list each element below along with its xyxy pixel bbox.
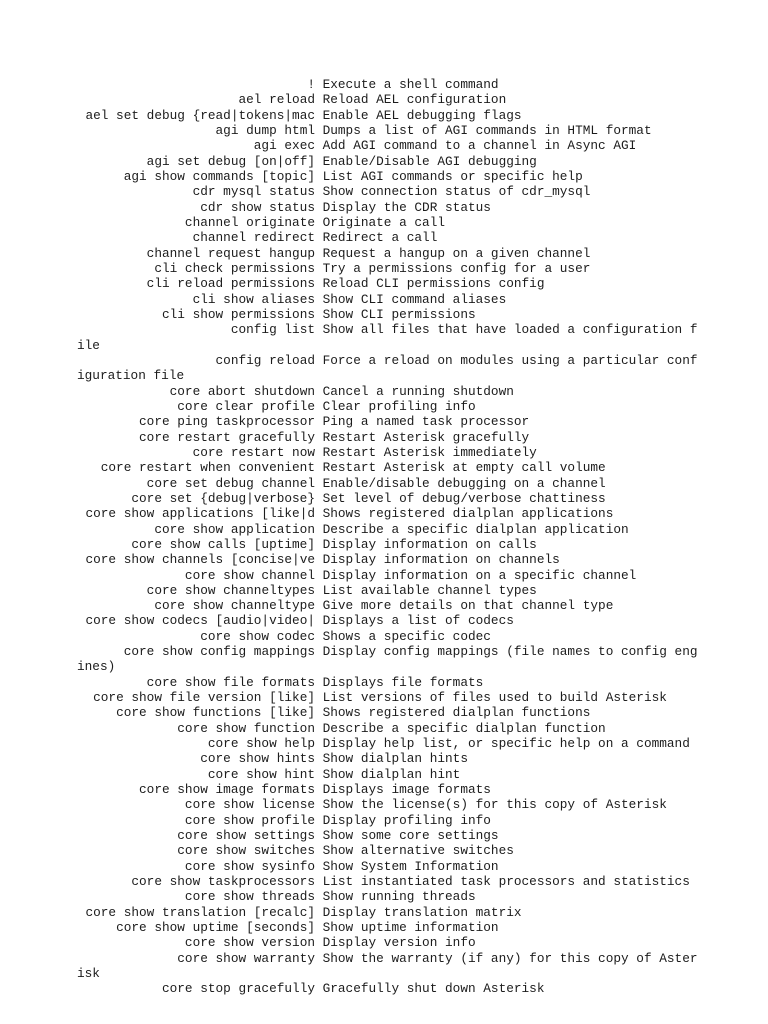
command-description: Execute a shell command	[322, 77, 499, 92]
cli-command-listing	[77, 77, 757, 997]
column-gap	[315, 736, 323, 751]
command-name: core show function	[177, 720, 315, 736]
column-gap	[315, 951, 323, 966]
command-row	[77, 414, 757, 429]
command-row	[77, 491, 757, 506]
command-name: core show license	[184, 797, 315, 813]
command-description: List AGI commands or specific help	[322, 168, 583, 184]
column-gap	[315, 629, 323, 644]
command-row	[77, 353, 757, 368]
column-gap	[315, 307, 323, 322]
command-name: cdr show status	[200, 199, 315, 215]
column-gap	[315, 506, 323, 521]
column-gap	[315, 751, 323, 766]
command-description: Display help list, or specific help on a command	[322, 736, 690, 752]
command-description: Display information on calls	[322, 536, 537, 552]
command-row	[77, 154, 757, 169]
column-gap	[315, 292, 323, 307]
command-row	[77, 552, 757, 567]
column-gap	[315, 414, 323, 429]
command-row	[77, 123, 757, 138]
command-name: core show threads	[184, 889, 315, 905]
command-description: Describe a specific dialplan application	[322, 521, 629, 537]
column-gap	[315, 889, 323, 904]
command-row	[77, 184, 757, 199]
column-gap	[315, 154, 323, 169]
command-row	[77, 384, 757, 399]
column-gap	[315, 92, 323, 107]
command-description: Show the warranty (if any) for this copy of Aster	[322, 950, 698, 966]
command-name: core show profile	[184, 812, 315, 828]
command-description: List versions of files used to build Asterisk	[322, 690, 667, 706]
column-gap	[315, 767, 323, 782]
command-description: Set level of debug/verbose chattiness	[322, 490, 606, 506]
command-name: core show hint	[207, 766, 315, 782]
command-name: core show channeltype	[154, 598, 315, 614]
column-gap	[315, 552, 323, 567]
command-row	[77, 522, 757, 537]
command-row	[77, 307, 757, 322]
command-name: config reload	[215, 352, 315, 368]
command-row	[77, 476, 757, 491]
command-row	[77, 705, 757, 720]
command-row	[77, 981, 757, 996]
command-row	[77, 598, 757, 613]
command-description: Describe a specific dialplan function	[322, 720, 606, 736]
command-row	[77, 859, 757, 874]
column-gap	[315, 828, 323, 843]
command-name: core show help	[207, 736, 315, 752]
command-name: agi set debug [on|off]	[146, 153, 315, 169]
command-row	[77, 629, 757, 644]
command-row	[77, 138, 757, 153]
command-name: core show uptime [seconds]	[116, 920, 315, 936]
column-gap	[315, 874, 323, 889]
command-description: Show some core settings	[322, 828, 499, 844]
command-description: Display the CDR status	[322, 199, 491, 215]
command-description: Reload CLI permissions config	[322, 276, 545, 292]
command-name: channel originate	[184, 214, 315, 230]
command-name: core restart gracefully	[139, 429, 315, 445]
column-gap	[315, 108, 323, 123]
command-description: Show CLI command aliases	[322, 291, 507, 307]
command-name: cli show permissions	[161, 306, 315, 322]
command-description: Gracefully shut down Asterisk	[322, 981, 545, 997]
command-row	[77, 200, 757, 215]
column-gap	[315, 843, 323, 858]
column-gap	[315, 522, 323, 537]
command-name: core show hints	[200, 751, 315, 767]
command-row	[77, 736, 757, 751]
command-description: Display information on channels	[322, 552, 560, 568]
command-row	[77, 905, 757, 920]
column-gap	[315, 690, 323, 705]
command-description: Restart Asterisk gracefully	[322, 429, 530, 445]
column-gap	[315, 935, 323, 950]
column-gap	[315, 384, 323, 399]
column-gap	[315, 200, 323, 215]
command-name: core restart now	[192, 444, 315, 460]
command-name: ael reload	[238, 92, 315, 108]
column-gap	[315, 920, 323, 935]
command-description: Shows registered dialplan applications	[322, 506, 614, 522]
command-row	[77, 430, 757, 445]
command-description: Restart Asterisk at empty call volume	[322, 460, 606, 476]
column-gap	[315, 399, 323, 414]
column-gap	[315, 905, 323, 920]
command-description: Force a reload on modules using a particular conf	[322, 352, 698, 368]
command-name: agi dump html	[215, 122, 315, 138]
command-description: Displays a list of codecs	[322, 613, 514, 629]
command-row	[77, 460, 757, 475]
column-gap	[315, 705, 323, 720]
command-name: ael set debug {read|tokens|mac	[85, 107, 315, 123]
column-gap	[315, 981, 323, 996]
command-description: Show all files that have loaded a configuration f	[322, 322, 698, 338]
command-row	[77, 797, 757, 812]
column-gap	[315, 721, 323, 736]
command-name: core set {debug|verbose}	[131, 490, 315, 506]
command-description: Redirect a call	[322, 230, 438, 246]
command-description: Display profiling info	[322, 812, 491, 828]
column-gap	[315, 261, 323, 276]
command-name: agi exec	[253, 138, 315, 154]
command-row	[77, 690, 757, 705]
column-gap	[315, 491, 323, 506]
column-gap	[315, 583, 323, 598]
command-name: core show file version [like]	[93, 690, 315, 706]
command-row	[77, 246, 757, 261]
command-description: Display information on a specific channel	[322, 567, 637, 583]
command-name: core show sysinfo	[184, 858, 315, 874]
command-name: core show translation [recalc]	[85, 904, 315, 920]
command-row	[77, 399, 757, 414]
command-name: core ping taskprocessor	[139, 414, 315, 430]
command-name: core set debug channel	[146, 475, 315, 491]
command-description: Ping a named task processor	[322, 414, 530, 430]
command-name: core show image formats	[139, 782, 315, 798]
command-row	[77, 261, 757, 276]
column-gap	[315, 184, 323, 199]
command-description: Restart Asterisk immediately	[322, 444, 537, 460]
command-row	[77, 613, 757, 628]
column-gap	[315, 215, 323, 230]
command-row	[77, 675, 757, 690]
command-name: core show file formats	[146, 674, 315, 690]
column-gap	[315, 246, 323, 261]
column-gap	[315, 644, 323, 659]
command-name: cdr mysql status	[192, 184, 315, 200]
command-name: core show codec	[200, 628, 315, 644]
command-name: core show calls [uptime]	[131, 536, 315, 552]
column-gap	[315, 598, 323, 613]
command-description: Cancel a running shutdown	[322, 383, 514, 399]
command-description: Dumps a list of AGI commands in HTML format	[322, 122, 652, 138]
command-row	[77, 445, 757, 460]
command-name: !	[307, 77, 315, 92]
command-row	[77, 276, 757, 291]
command-row	[77, 813, 757, 828]
command-name: core show settings	[177, 828, 315, 844]
command-name: core show config mappings	[123, 644, 315, 660]
command-description: Add AGI command to a channel in Async AGI	[322, 138, 637, 154]
command-description: Give more details on that channel type	[322, 598, 614, 614]
command-description: Shows a specific codec	[322, 628, 491, 644]
command-name: cli reload permissions	[146, 276, 315, 292]
command-description: Show running threads	[322, 889, 476, 905]
command-name: core show switches	[177, 843, 315, 859]
command-row	[77, 843, 757, 858]
command-name: core show channeltypes	[146, 582, 315, 598]
column-gap	[315, 77, 323, 92]
command-row	[77, 951, 757, 966]
column-gap	[315, 276, 323, 291]
description-wrap-line: isk	[77, 966, 100, 982]
command-description: Originate a call	[322, 214, 446, 230]
command-description: Try a permissions config for a user	[322, 260, 591, 276]
column-gap	[315, 138, 323, 153]
column-gap	[315, 430, 323, 445]
column-gap	[315, 169, 323, 184]
command-description: Shows registered dialplan functions	[322, 705, 591, 721]
command-row	[77, 583, 757, 598]
command-name: core show application	[154, 521, 315, 537]
command-description: Show connection status of cdr_mysql	[322, 184, 591, 200]
command-name: core show channels [concise|ve	[85, 552, 315, 568]
command-description: Enable/disable debugging on a channel	[322, 475, 606, 491]
column-gap	[315, 476, 323, 491]
command-row	[77, 935, 757, 950]
command-description: Show dialplan hint	[322, 766, 461, 782]
command-description: List instantiated task processors and statistics	[322, 874, 690, 890]
command-row	[77, 782, 757, 797]
column-gap	[315, 613, 323, 628]
command-name: agi show commands [topic]	[123, 168, 315, 184]
command-name: config list	[230, 322, 315, 338]
command-row	[77, 506, 757, 521]
command-row	[77, 644, 757, 659]
command-description: Displays file formats	[322, 674, 484, 690]
command-row	[77, 767, 757, 782]
column-gap	[315, 782, 323, 797]
command-row	[77, 920, 757, 935]
command-name: core show channel	[184, 567, 315, 583]
column-gap	[315, 813, 323, 828]
column-gap	[315, 123, 323, 138]
command-description: Reload AEL configuration	[322, 92, 507, 108]
command-row	[77, 92, 757, 107]
command-row	[77, 874, 757, 889]
command-description: Show alternative switches	[322, 843, 514, 859]
command-name: cli check permissions	[154, 260, 315, 276]
command-name: core show version	[184, 935, 315, 951]
command-description: Show CLI permissions	[322, 306, 476, 322]
command-row	[77, 751, 757, 766]
command-description: Show the license(s) for this copy of Asterisk	[322, 797, 667, 813]
command-name: channel request hangup	[146, 245, 315, 261]
command-name: core abort shutdown	[169, 383, 315, 399]
command-row	[77, 108, 757, 123]
command-name: core stop gracefully	[161, 981, 315, 997]
command-row	[77, 889, 757, 904]
command-description: Display config mappings (file names to config eng	[322, 644, 698, 660]
command-row	[77, 828, 757, 843]
command-row	[77, 215, 757, 230]
command-name: core show functions [like]	[116, 705, 315, 721]
column-gap	[315, 230, 323, 245]
column-gap	[315, 537, 323, 552]
column-gap	[315, 568, 323, 583]
command-description: Clear profiling info	[322, 398, 476, 414]
command-description: Display version info	[322, 935, 476, 951]
command-name: core restart when convenient	[100, 460, 315, 476]
command-name: core clear profile	[177, 398, 315, 414]
column-gap	[315, 322, 323, 337]
command-description: Show uptime information	[322, 920, 499, 936]
command-row	[77, 721, 757, 736]
command-name: cli show aliases	[192, 291, 315, 307]
command-description: Displays image formats	[322, 782, 491, 798]
description-wrap-line: iguration file	[77, 368, 185, 384]
description-wrap-line: ines)	[77, 659, 116, 675]
command-row	[77, 77, 757, 92]
column-gap	[315, 675, 323, 690]
column-gap	[315, 859, 323, 874]
column-gap	[315, 797, 323, 812]
command-name: channel redirect	[192, 230, 315, 246]
command-row	[77, 568, 757, 583]
command-name: core show taskprocessors	[131, 874, 315, 890]
column-gap	[315, 460, 323, 475]
command-description: List available channel types	[322, 582, 537, 598]
command-description: Show System Information	[322, 858, 499, 874]
command-row	[77, 537, 757, 552]
command-name: core show codecs [audio|video|	[85, 613, 315, 629]
command-row	[77, 230, 757, 245]
command-row	[77, 322, 757, 337]
description-wrap-line: ile	[77, 337, 100, 353]
command-description: Request a hangup on a given channel	[322, 245, 591, 261]
command-description: Display translation matrix	[322, 904, 522, 920]
command-row	[77, 292, 757, 307]
command-name: core show applications [like|d	[85, 506, 315, 522]
command-description: Enable/Disable AGI debugging	[322, 153, 537, 169]
command-row	[77, 169, 757, 184]
command-description: Show dialplan hints	[322, 751, 468, 767]
command-name: core show warranty	[177, 950, 315, 966]
command-description: Enable AEL debugging flags	[322, 107, 522, 123]
column-gap	[315, 353, 323, 368]
column-gap	[315, 445, 323, 460]
